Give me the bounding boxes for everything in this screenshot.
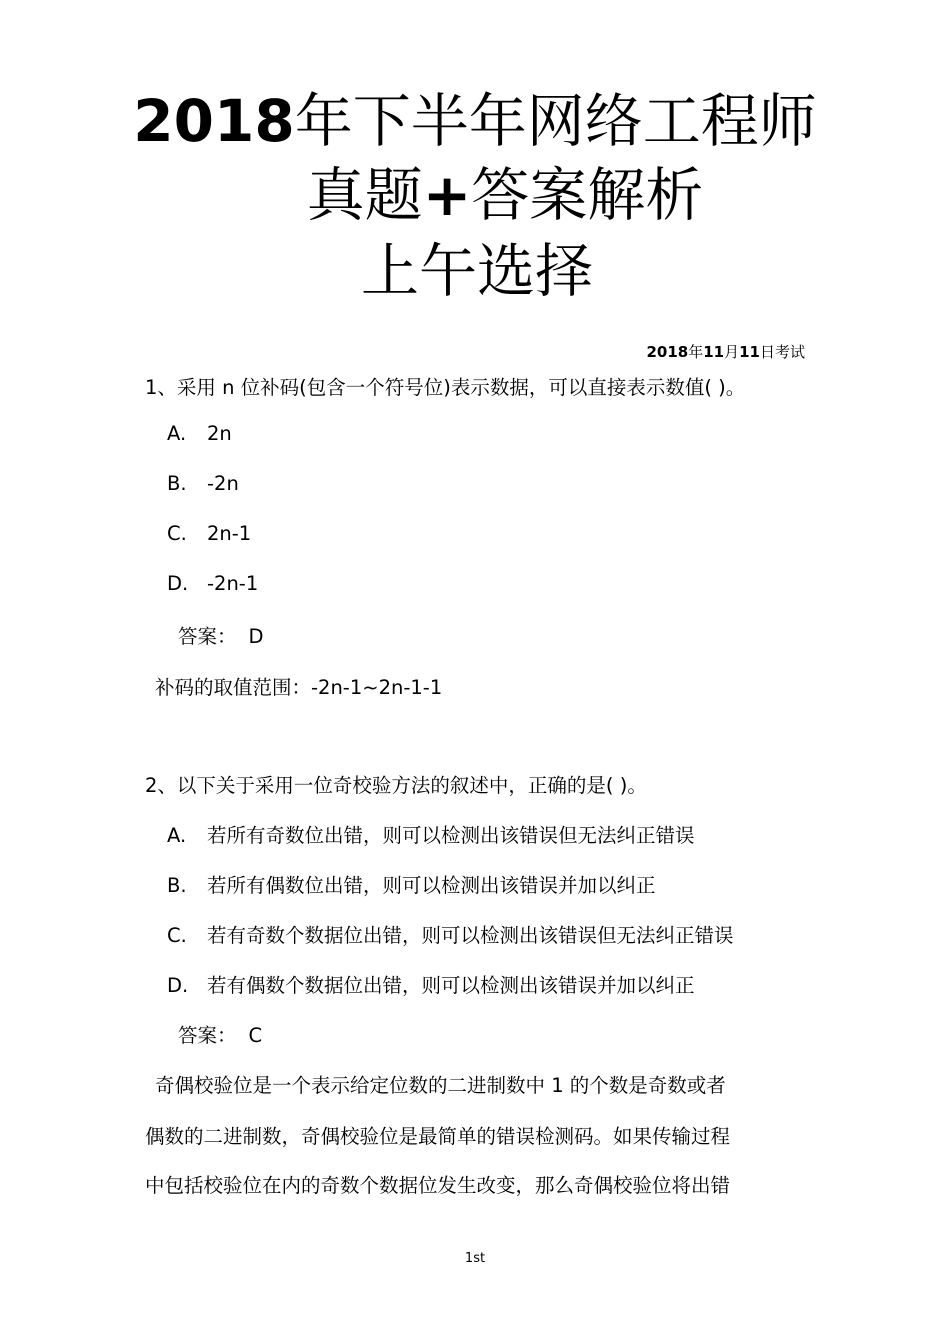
question-2-text: 2、以下关于采用一位奇校验方法的叙述中，正确的是( )。 xyxy=(145,774,647,797)
title-line-2 xyxy=(30,160,950,230)
exam-day: 11 xyxy=(739,343,760,361)
option-text: -2n xyxy=(207,472,239,495)
title-line-1 xyxy=(0,86,950,156)
option-text: 若所有奇数位出错，则可以检测出该错误但无法纠正错误 xyxy=(207,824,695,847)
question-2-explanation-line-1: 奇偶校验位是一个表示给定位数的二进制数中 1 的个数是奇数或者 xyxy=(155,1074,726,1097)
option-letter: D. xyxy=(167,974,189,997)
exam-date xyxy=(646,341,805,362)
question-1-option-a xyxy=(167,422,232,445)
question-1-text: 1、采用 n 位补码(包含一个符号位)表示数据，可以直接表示数值( )。 xyxy=(145,376,746,399)
exam-day-unit: 日考试 xyxy=(759,343,805,361)
option-letter: C. xyxy=(167,924,187,947)
answer-value: C xyxy=(248,1024,263,1047)
question-2-option-b xyxy=(167,870,656,898)
question-1-option-d xyxy=(167,572,258,595)
answer-label: 答案： xyxy=(178,1024,237,1047)
question-1-answer xyxy=(178,621,264,649)
title-part-b: 答案解析 xyxy=(471,161,704,229)
title-part-a: 真题 xyxy=(306,161,423,229)
option-letter: A. xyxy=(167,824,187,847)
question-2-option-a xyxy=(167,820,695,848)
question-2-explanation-line-2: 偶数的二进制数，奇偶校验位是最简单的错误检测码。如果传输过程 xyxy=(145,1125,731,1148)
question-2-answer xyxy=(178,1020,262,1048)
option-text: 若所有偶数位出错，则可以检测出该错误并加以纠正 xyxy=(207,874,656,897)
option-text: 2n xyxy=(207,422,232,445)
question-2-explanation-line-3: 中包括校验位在内的奇数个数据位发生改变，那么奇偶校验位将出错 xyxy=(145,1174,731,1197)
title-plus: + xyxy=(422,161,472,229)
option-letter: B. xyxy=(167,472,187,495)
option-text: 2n-1 xyxy=(207,522,252,545)
option-text: -2n-1 xyxy=(207,572,259,595)
page-number: 1st xyxy=(464,1251,486,1266)
exam-year: 2018 xyxy=(646,343,689,361)
question-1-explanation: 补码的取值范围：-2n-1~2n-1-1 xyxy=(155,676,443,699)
answer-label: 答案： xyxy=(178,625,237,648)
answer-value: D xyxy=(248,625,264,648)
option-letter: B. xyxy=(167,874,187,897)
question-1-option-b xyxy=(167,472,239,495)
exam-year-unit: 年 xyxy=(688,343,704,361)
option-letter: A. xyxy=(167,422,187,445)
question-2-option-c xyxy=(167,920,734,948)
title-line-3: 上午选择 xyxy=(360,237,593,305)
exam-month-unit: 月 xyxy=(724,343,740,361)
question-2-option-d xyxy=(167,970,695,998)
option-text: 若有奇数个数据位出错，则可以检测出该错误但无法纠正错误 xyxy=(207,924,734,947)
exam-month: 11 xyxy=(703,343,725,361)
title-main: 年下半年网络工程师 xyxy=(294,87,817,155)
option-letter: C. xyxy=(167,522,187,545)
option-text: 若有偶数个数据位出错，则可以检测出该错误并加以纠正 xyxy=(207,974,695,997)
option-letter: D. xyxy=(167,572,189,595)
question-1-option-c xyxy=(167,522,251,545)
title-year: 2018 xyxy=(133,87,295,155)
